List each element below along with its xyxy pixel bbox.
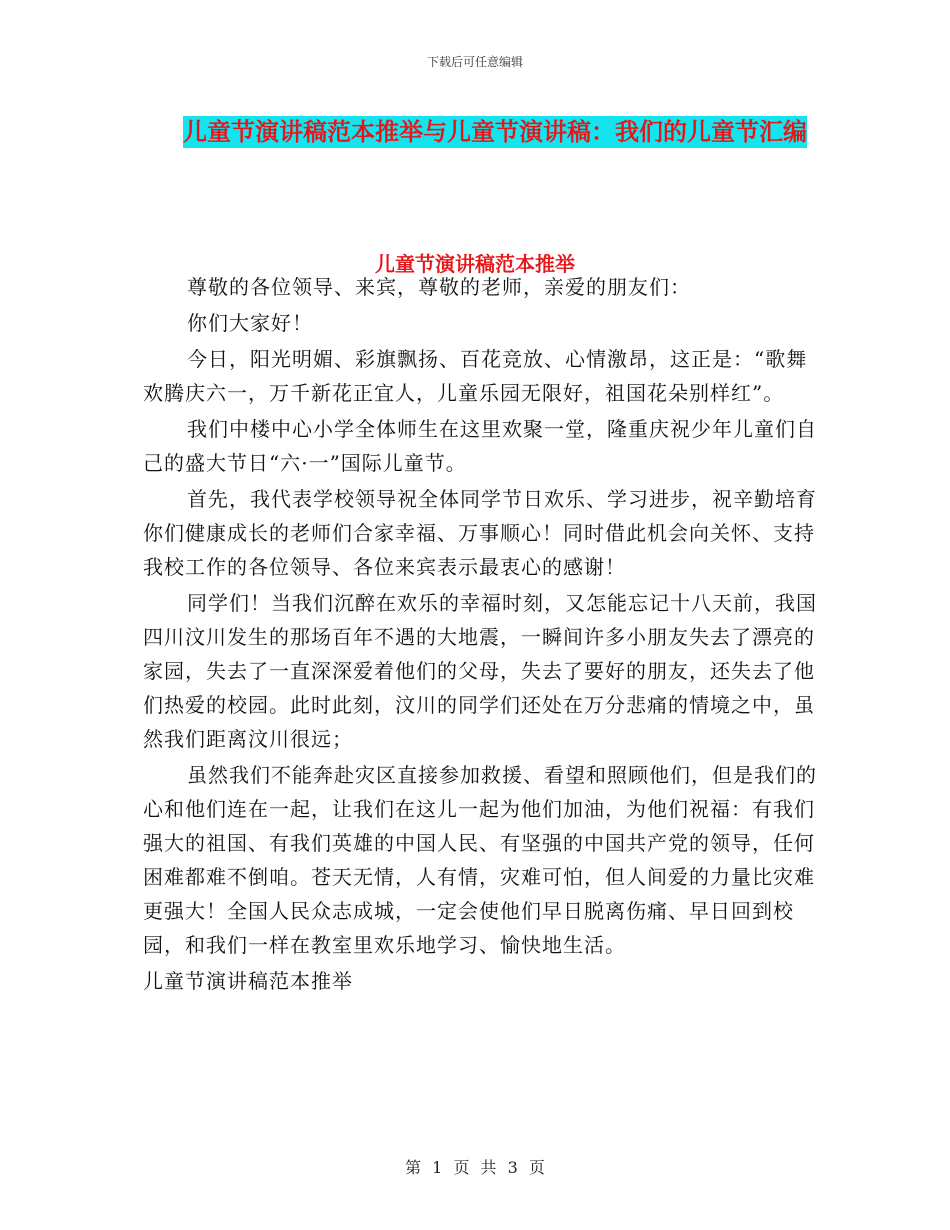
header-note: 下载后可任意编辑 (426, 55, 523, 69)
paragraph-gathering: 我们中楼中心小学全体师生在这里欢聚一堂，隆重庆祝少年儿童们自己的盛大节日“六·一”国际儿童节。 (143, 417, 817, 475)
paragraph-greeting: 尊敬的各位领导、来宾，尊敬的老师，亲爱的朋友们： (187, 275, 691, 299)
page-footer: 第 1 页 共 3 页 (405, 1158, 545, 1177)
paragraph-earthquake: 同学们！当我们沉醉在欢乐的幸福时刻，又怎能忘记十八天前，我国四川汶川发生的那场百年不遇的大地震，一瞬间许多小朋友失去了漂亮的家园，失去了一直深深爱着他们的父母，失去了要好的朋友，还失去了他们热爱的校园。此时此刻，汶川的同学们还处在万分悲痛的情境之中，虽然我们距离汶川很远； (143, 591, 817, 751)
document-title (150, 110, 840, 154)
section-title: 儿童节演讲稿范本推举 (375, 252, 575, 276)
paragraph-tail: 儿童节演讲稿范本推举 (143, 969, 353, 993)
paragraph-blessing: 虽然我们不能奔赴灾区直接参加救援、看望和照顾他们，但是我们的心和他们连在一起，让我们在这儿一起为他们加油，为他们祝福：有我们强大的祖国、有我们英雄的中国人民、有坚强的中国共产党的领导，任何困难都难不倒咱。苍天无情，人有情，灾难可怕，但人间爱的力量比灾难更强大！全国人民众志成城，一定会使他们早日脱离伤痛、早日回到校园，和我们一样在教室里欢乐地学习、愉快地生活。 (143, 763, 817, 957)
paragraph-hello: 你们大家好！ (187, 311, 313, 335)
paragraph-today: 今日，阳光明媚、彩旗飘扬、百花竞放、心情激昂，这正是：“歌舞欢腾庆六一，万千新花正宜人，儿童乐园无限好，祖国花朵别样红”。 (143, 347, 808, 405)
paragraph-first: 首先，我代表学校领导祝全体同学节日欢乐、学习进步，祝辛勤培育你们健康成长的老师们合家幸福、万事顺心！同时借此机会向关怀、支持我校工作的各位领导、各位来宾表示最衷心的感谢！ (143, 487, 817, 579)
document-body (143, 270, 823, 1000)
document-title-text: 儿童节演讲稿范本推举与儿童节演讲稿：我们的儿童节汇编 (183, 118, 807, 146)
